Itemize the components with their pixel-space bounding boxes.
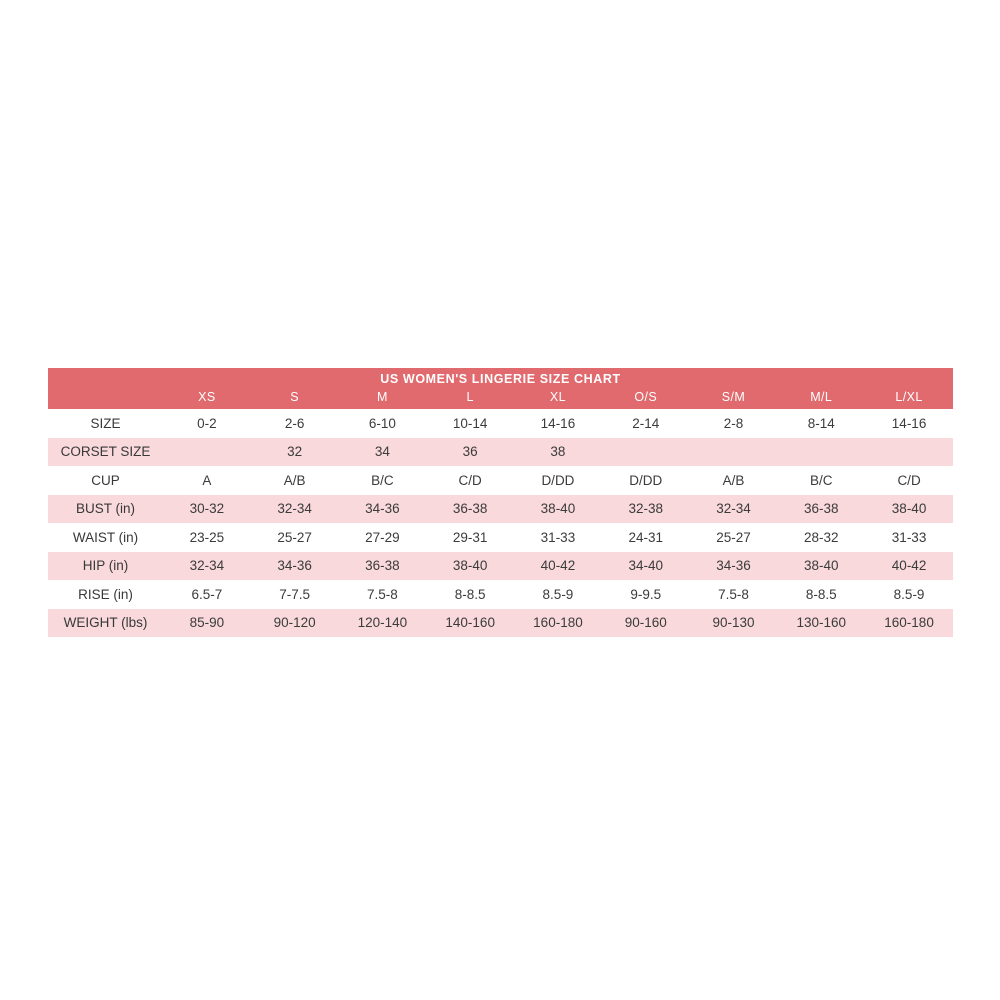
table-cell: 8.5-9 [865, 580, 953, 609]
table-cell: 38 [514, 438, 602, 467]
table-cell: 32-38 [602, 495, 690, 524]
table-cell: 90-130 [690, 609, 778, 638]
size-column-header: M/L [777, 388, 865, 409]
table-row [48, 438, 953, 467]
table-cell [690, 438, 778, 467]
table-cell: 7.5-8 [690, 580, 778, 609]
table-cell: 38-40 [777, 552, 865, 581]
size-column-header: M [339, 388, 427, 409]
table-cell: 14-16 [514, 409, 602, 438]
table-row [48, 495, 953, 524]
row-label: CUP [48, 466, 163, 495]
size-column-header: O/S [602, 388, 690, 409]
table-cell: 36 [426, 438, 514, 467]
table-cell [777, 438, 865, 467]
table-cell: 130-160 [777, 609, 865, 638]
column-header-row [48, 388, 953, 409]
table-row [48, 409, 953, 438]
size-column-header: S/M [690, 388, 778, 409]
table-row [48, 466, 953, 495]
table-cell: 32 [251, 438, 339, 467]
table-cell: 34-36 [339, 495, 427, 524]
table-cell: 2-14 [602, 409, 690, 438]
table-cell: 160-180 [865, 609, 953, 638]
title-row [48, 368, 953, 388]
table-cell: 31-33 [865, 523, 953, 552]
size-column-header: S [251, 388, 339, 409]
table-cell: 10-14 [426, 409, 514, 438]
size-column-header: L/XL [865, 388, 953, 409]
table-cell: 31-33 [514, 523, 602, 552]
chart-title: US WOMEN'S LINGERIE SIZE CHART [48, 368, 953, 388]
table-cell: D/DD [514, 466, 602, 495]
row-label: SIZE [48, 409, 163, 438]
table-cell: 14-16 [865, 409, 953, 438]
table-cell: 27-29 [339, 523, 427, 552]
table-cell: A/B [690, 466, 778, 495]
row-label: WEIGHT (lbs) [48, 609, 163, 638]
table-cell: 32-34 [690, 495, 778, 524]
row-label: WAIST (in) [48, 523, 163, 552]
table-cell: B/C [339, 466, 427, 495]
table-cell: 32-34 [251, 495, 339, 524]
table-cell: 30-32 [163, 495, 251, 524]
table-cell: 40-42 [514, 552, 602, 581]
table-cell: 38-40 [865, 495, 953, 524]
table-cell: 7-7.5 [251, 580, 339, 609]
table-cell: A/B [251, 466, 339, 495]
table-header [48, 368, 953, 409]
table-cell: 85-90 [163, 609, 251, 638]
row-label-header [48, 388, 163, 409]
table-cell: 25-27 [251, 523, 339, 552]
row-label: HIP (in) [48, 552, 163, 581]
table-cell: 34-36 [690, 552, 778, 581]
table-cell: 0-2 [163, 409, 251, 438]
table-body [48, 409, 953, 637]
size-column-header: XL [514, 388, 602, 409]
table-cell [865, 438, 953, 467]
table-cell: 8-8.5 [426, 580, 514, 609]
size-column-header: L [426, 388, 514, 409]
table-cell: 24-31 [602, 523, 690, 552]
table-cell: 160-180 [514, 609, 602, 638]
size-chart-table [48, 368, 953, 637]
table-cell: B/C [777, 466, 865, 495]
table-cell: 140-160 [426, 609, 514, 638]
table-row [48, 552, 953, 581]
table-cell: 6-10 [339, 409, 427, 438]
table-cell: 34-36 [251, 552, 339, 581]
table-cell: 28-32 [777, 523, 865, 552]
table-cell: 36-38 [777, 495, 865, 524]
table-cell: 6.5-7 [163, 580, 251, 609]
table-cell: 7.5-8 [339, 580, 427, 609]
table-cell: 2-8 [690, 409, 778, 438]
table-cell: C/D [865, 466, 953, 495]
table-cell: 23-25 [163, 523, 251, 552]
table-cell: C/D [426, 466, 514, 495]
table-cell: 29-31 [426, 523, 514, 552]
table-cell: 36-38 [339, 552, 427, 581]
table-cell: 8.5-9 [514, 580, 602, 609]
table-cell: 32-34 [163, 552, 251, 581]
size-column-header: XS [163, 388, 251, 409]
table-cell: 2-6 [251, 409, 339, 438]
table-cell: 9-9.5 [602, 580, 690, 609]
table-row [48, 523, 953, 552]
table-cell: 120-140 [339, 609, 427, 638]
table-cell: 8-8.5 [777, 580, 865, 609]
table-cell: 25-27 [690, 523, 778, 552]
table-cell: 34 [339, 438, 427, 467]
table-cell: 38-40 [514, 495, 602, 524]
table-cell: 90-120 [251, 609, 339, 638]
table-cell: 38-40 [426, 552, 514, 581]
table-cell: 40-42 [865, 552, 953, 581]
table-cell: 90-160 [602, 609, 690, 638]
table-cell: A [163, 466, 251, 495]
row-label: BUST (in) [48, 495, 163, 524]
row-label: RISE (in) [48, 580, 163, 609]
table-cell: 36-38 [426, 495, 514, 524]
table-cell [163, 438, 251, 467]
row-label: CORSET SIZE [48, 438, 163, 467]
table-cell [602, 438, 690, 467]
table-cell: 34-40 [602, 552, 690, 581]
table-row [48, 580, 953, 609]
table-cell: 8-14 [777, 409, 865, 438]
table-cell: D/DD [602, 466, 690, 495]
table-row [48, 609, 953, 638]
